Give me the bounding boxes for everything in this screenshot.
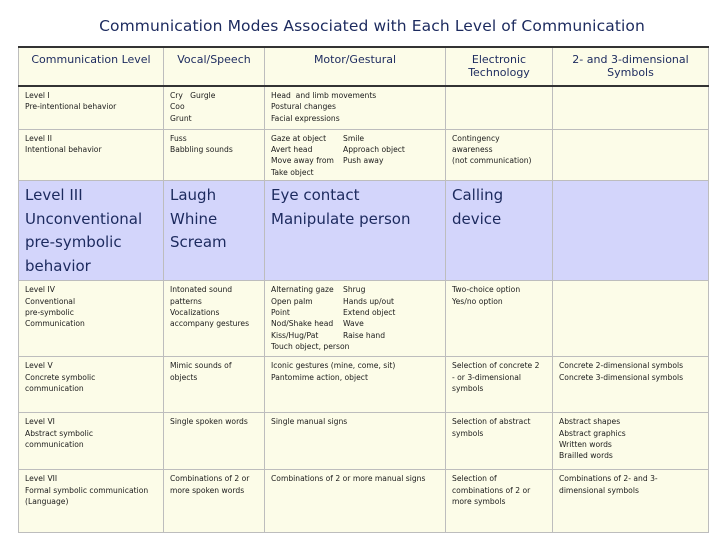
cell-level [19,281,164,357]
cell-line: Written words [559,439,612,449]
cell-line: Scream [170,233,227,252]
cell-line: communication [25,439,84,449]
cell-line: Selection of concrete 2 [452,361,540,371]
cell-line-pair [271,133,439,144]
cell-symbols [553,86,709,129]
cell-line: Abstract symbolic [25,428,93,438]
cell-line: Selection of abstract [452,417,531,427]
cell-motor [265,413,446,470]
cell-line: dimensional symbols [559,485,639,495]
header-vocal: Vocal/Speech [164,47,265,86]
cell-line: pre-symbolic [25,307,74,317]
cell-symbols [553,281,709,357]
cell-line: symbols [452,428,484,438]
cell-electronic [446,181,553,281]
cell-line: more symbols [452,496,506,506]
cell-line: Wave [343,319,364,329]
cell-line-pair [271,341,439,352]
cell-line: Manipulate person [271,209,411,228]
cell-motor [265,129,446,181]
cell-vocal [164,181,265,281]
cell-line: Nod/Shake head [271,319,334,329]
cell-line: Formal symbolic communication [25,485,149,495]
cell-line: Facial expressions [271,113,340,123]
cell-line: accompany gestures [170,319,250,329]
header-electronic: Electronic Technology [446,47,553,86]
cell-line: Extend object [343,307,396,317]
cell-line: Touch object, person [271,342,350,352]
cell-line: Single spoken words [170,417,248,427]
cell-line: Calling [452,186,504,205]
cell-line: Kiss/Hug/Pat [271,330,319,340]
cell-line: Level II [25,133,52,143]
cell-line: Alternating gaze [271,285,334,295]
cell-electronic [446,86,553,129]
cell-level [19,86,164,129]
table-row [19,470,709,533]
cell-line: Fuss [170,133,187,143]
cell-symbols [553,413,709,470]
cell-line: Head and limb movements [271,91,377,100]
cell-line: Intonated sound [170,285,233,295]
cell-line: Move away from [271,156,334,166]
cell-level [19,357,164,413]
cell-line: Level IV [25,285,55,295]
cell-line: Combinations of 2- and 3- [559,474,658,484]
cell-line: symbols [452,383,484,393]
cell-line: patterns [170,296,202,306]
header-level: Communication Level [19,47,164,86]
cell-line: Selection of [452,474,497,484]
cell-level [19,129,164,181]
cell-line: Shrug [343,285,366,295]
table-row [19,357,709,413]
cell-line-pair [271,330,439,341]
cell-motor [265,86,446,129]
cell-line: Concrete 2-dimensional symbols [559,361,684,371]
cell-line: Open palm [271,296,313,306]
cell-line: Coo [170,102,185,112]
cell-line-pair [271,307,439,318]
cell-line: Pantomime action, object [271,372,368,382]
cell-line: Babbling sounds [170,144,233,154]
cell-symbols [553,470,709,533]
cell-line: Two-choice option [452,285,521,295]
cell-line-pair [271,318,439,329]
cell-line: objects [170,372,198,382]
cell-line: Contingency [452,133,500,143]
cell-symbols [553,357,709,413]
cell-line: Level VII [25,474,58,484]
table-row [19,86,709,129]
cell-line: combinations of 2 or [452,485,531,495]
cell-level [19,470,164,533]
cell-line: Push away [343,156,384,166]
cell-motor [265,357,446,413]
cell-line: Concrete 3-dimensional symbols [559,372,684,382]
cell-line: Concrete symbolic [25,372,96,382]
table-row [19,129,709,181]
cell-symbols [553,181,709,281]
cell-line: Abstract shapes [559,417,621,427]
cell-electronic [446,357,553,413]
cell-line: behavior [25,256,91,275]
cell-line: Intentional behavior [25,144,102,154]
cell-line: Single manual signs [271,417,348,427]
communication-table [18,46,709,533]
cell-line: Take object [271,167,314,177]
table-row [19,413,709,470]
cell-line: awareness [452,144,493,154]
cell-line: Unconventional [25,209,143,228]
cell-motor [265,281,446,357]
cell-line-pair [271,144,439,155]
cell-line [343,167,439,178]
table-row [19,281,709,357]
cell-line: Level III [25,186,83,205]
cell-vocal [164,86,265,129]
cell-line: Level VI [25,417,55,427]
cell-line-pair [271,167,439,178]
cell-line: Eye contact [271,186,360,205]
cell-line: pre-symbolic [25,233,122,252]
page-title: Communication Modes Associated with Each Level of Communication [99,17,645,35]
cell-electronic [446,129,553,181]
cell-line: more spoken words [170,485,245,495]
cell-line: communication [25,383,84,393]
cell-line: Avert head [271,144,313,154]
cell-line: Level I [25,91,50,100]
cell-vocal [164,129,265,181]
cell-line: Point [271,307,290,317]
cell-line: Mimic sounds of [170,361,232,371]
header-symbols: 2- and 3-dimensional Symbols [553,47,709,86]
cell-symbols [553,129,709,181]
cell-line: Level V [25,361,53,371]
cell-line: Combinations of 2 or more manual signs [271,474,426,484]
cell-line: Iconic gestures (mine, come, sit) [271,361,396,371]
table-row [19,181,709,281]
cell-line: Cry Gurgle [170,91,216,100]
cell-electronic [446,281,553,357]
cell-vocal [164,281,265,357]
cell-line: Vocalizations [170,307,220,317]
cell-line: Combinations of 2 or [170,474,250,484]
cell-line-pair [271,284,439,295]
cell-line: Hands up/out [343,296,394,306]
cell-line: Smile [343,133,365,143]
cell-line: Laugh [170,186,217,205]
cell-line-pair [271,155,439,166]
cell-line: Communication [25,319,85,329]
cell-vocal [164,470,265,533]
cell-line: Abstract graphics [559,428,626,438]
cell-line: - or 3-dimensional [452,372,522,382]
cell-line: Conventional [25,296,76,306]
cell-line [343,341,439,352]
cell-vocal [164,413,265,470]
cell-line: (Language) [25,496,69,506]
cell-line: Grunt [170,113,192,123]
header-motor: Motor/Gestural [265,47,446,86]
cell-line: Pre-intentional behavior [25,102,117,112]
cell-line: Gaze at object [271,133,327,143]
cell-electronic [446,470,553,533]
cell-level [19,413,164,470]
cell-line: (not communication) [452,156,532,166]
cell-line: Yes/no option [452,296,503,306]
cell-line-pair [271,296,439,307]
cell-electronic [446,413,553,470]
cell-motor [265,470,446,533]
cell-motor [265,181,446,281]
cell-line: Approach object [343,144,405,154]
cell-line: Whine [170,209,218,228]
cell-vocal [164,357,265,413]
cell-level [19,181,164,281]
header-row [19,47,709,86]
cell-line: Brailled words [559,451,613,461]
cell-line: Raise hand [343,330,386,340]
cell-line: Postural changes [271,102,336,112]
cell-line: device [452,209,502,228]
